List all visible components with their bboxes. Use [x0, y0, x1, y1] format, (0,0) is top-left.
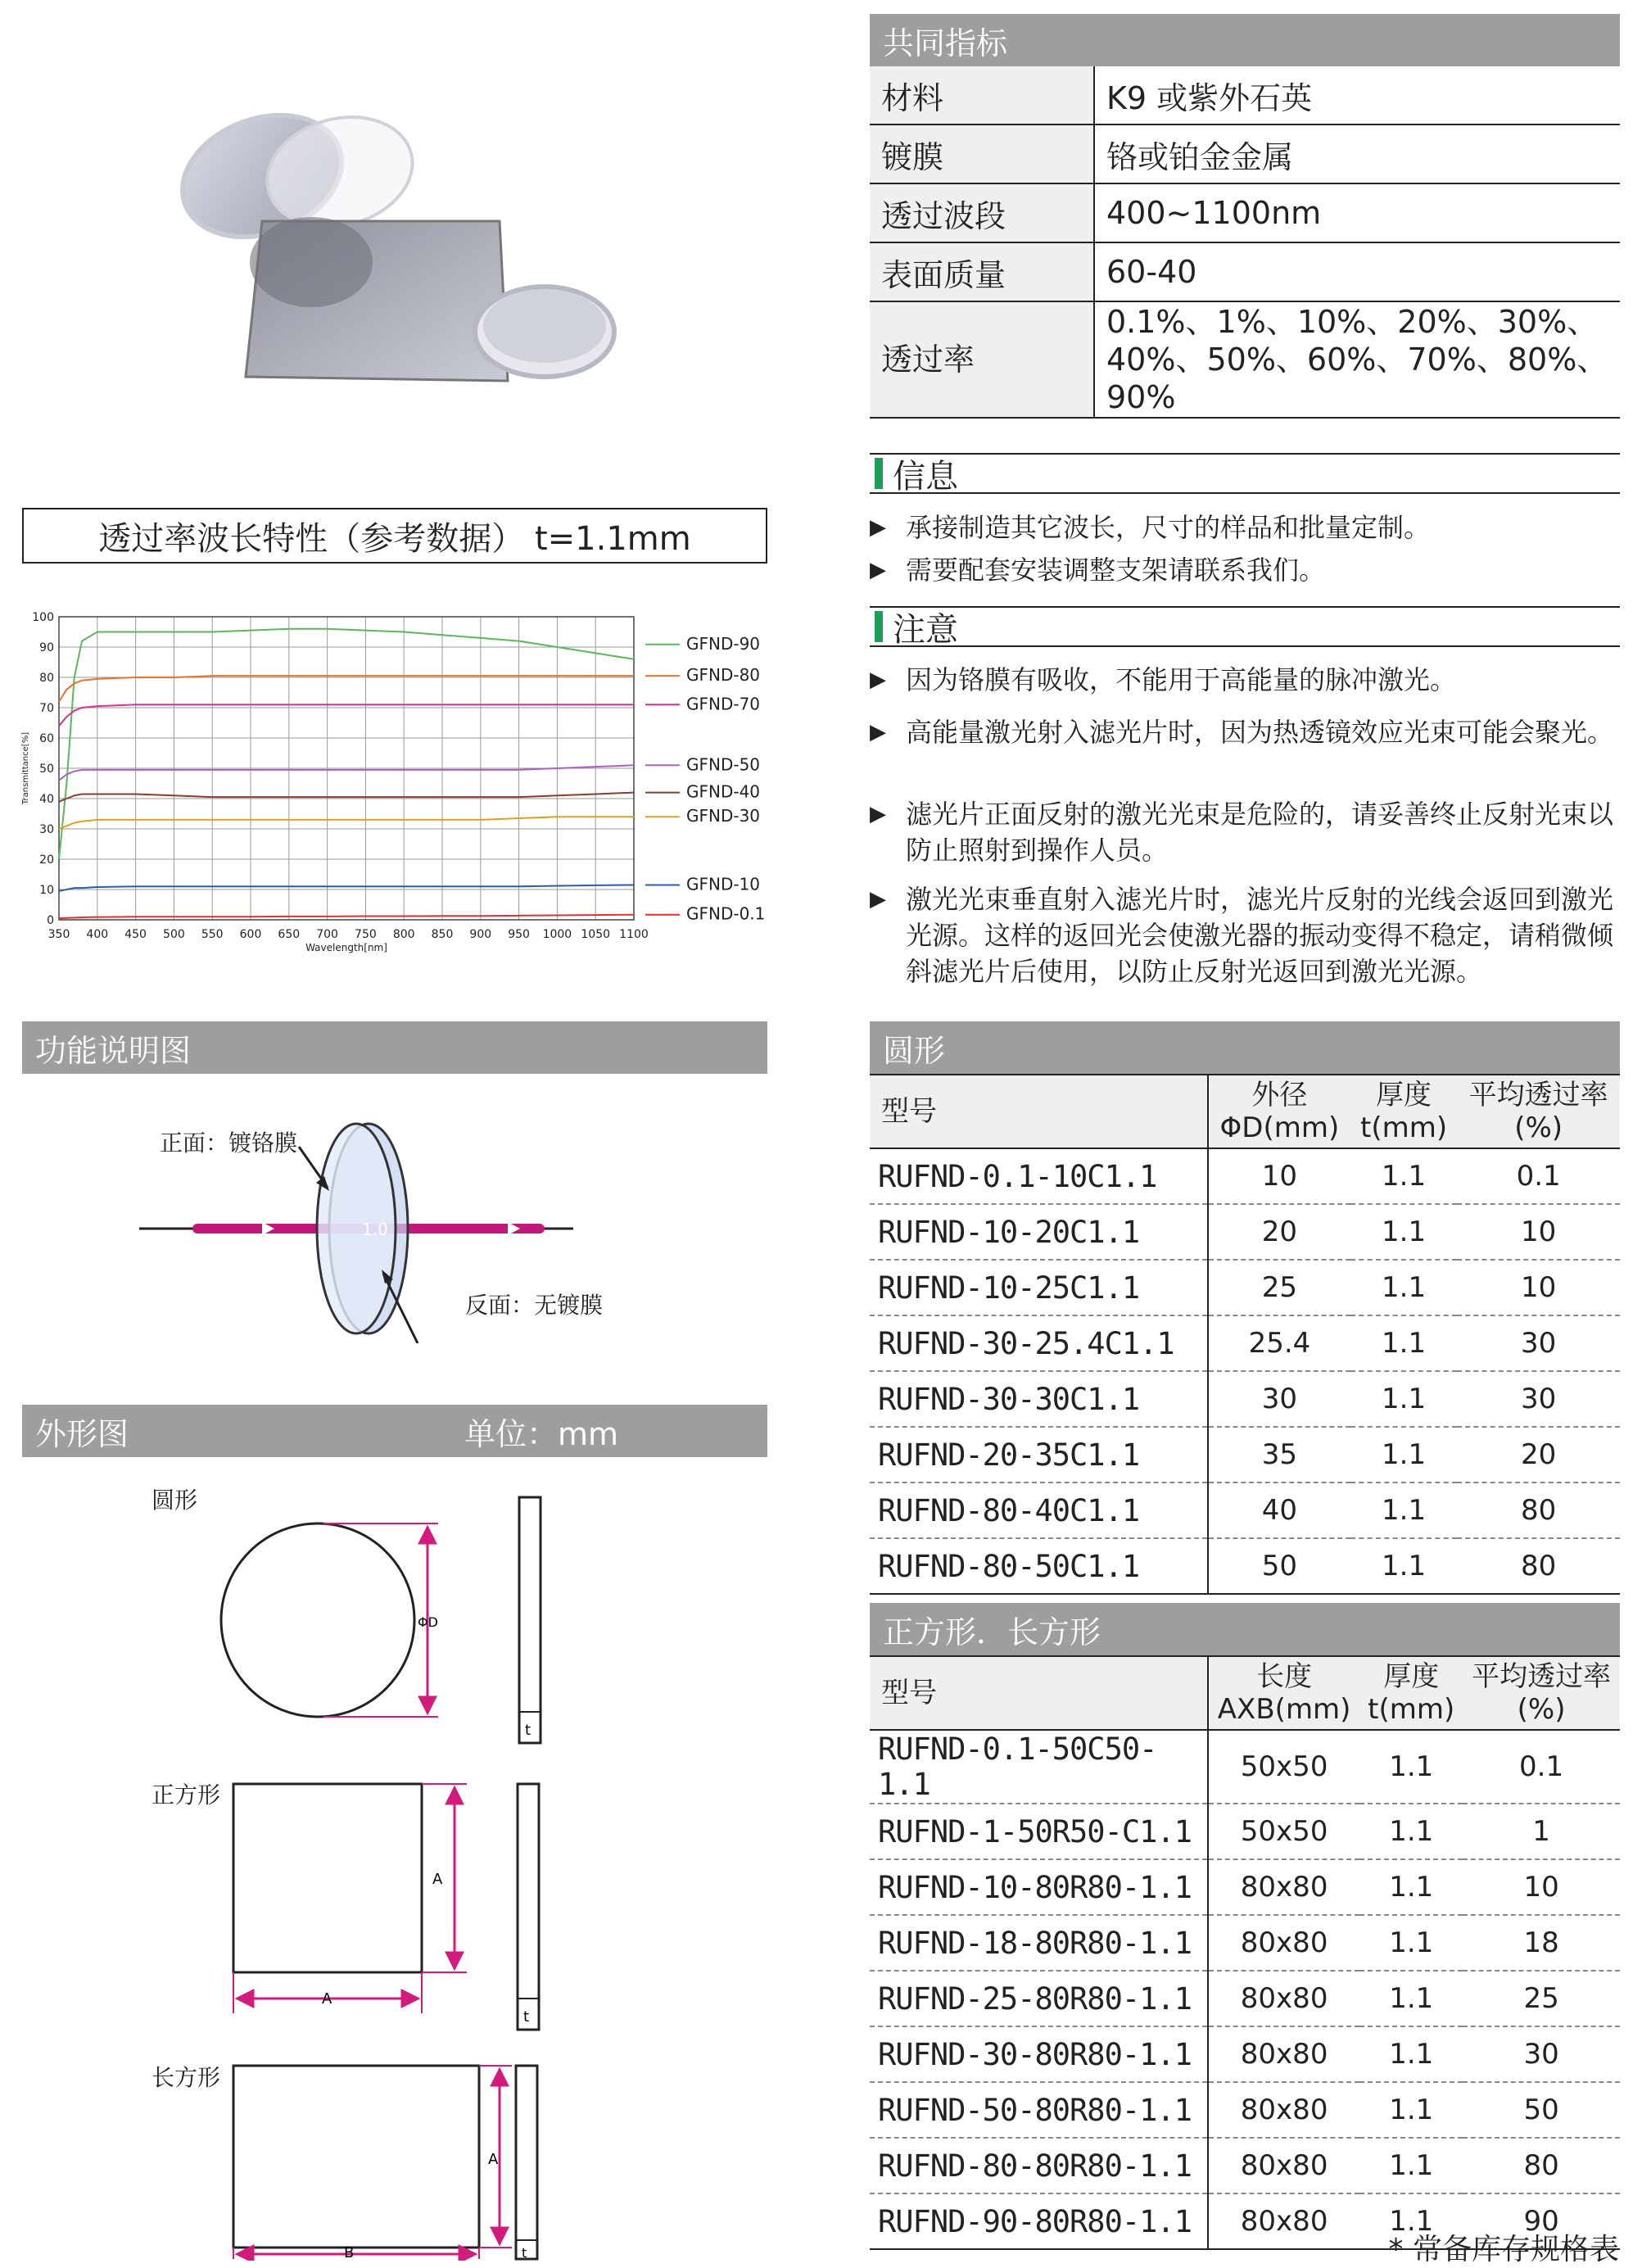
x-tick-label: 550	[201, 928, 224, 941]
spec-value: 400~1100nm	[1094, 183, 1620, 242]
series-line-gfnd-0.1	[59, 915, 634, 918]
size-cell: 50x50	[1208, 1730, 1359, 1804]
back-label: 反面：无镀膜	[465, 1292, 604, 1319]
y-tick-label: 100	[32, 611, 54, 624]
y-axis-label: Transmittance[%]	[21, 731, 30, 805]
x-tick-label: 400	[86, 928, 109, 941]
size-cell: 10	[1208, 1148, 1350, 1204]
y-tick-label: 90	[39, 641, 54, 654]
size-cell: 80x80	[1208, 1915, 1359, 1971]
transmittance-cell: 30	[1457, 1371, 1620, 1427]
table-header-row	[870, 1656, 1620, 1730]
rect-label: 长方形	[152, 2064, 221, 2091]
transmittance-chart	[16, 610, 786, 954]
transmittance-cell: 10	[1463, 1859, 1620, 1915]
legend-label: GFND-0.1	[686, 903, 766, 924]
table-header-row	[870, 1075, 1620, 1148]
thickness-cell: 1.1	[1359, 1971, 1463, 2026]
square-table-header: 正方形．长方形	[870, 1603, 1620, 1655]
legend-label: GFND-50	[686, 754, 761, 775]
round-table	[870, 1074, 1620, 1595]
notes-title: 注意	[893, 610, 958, 649]
x-tick-label: 800	[392, 928, 415, 941]
x-tick-label: 600	[239, 928, 262, 941]
size-cell: 80x80	[1208, 1859, 1359, 1915]
table-row	[870, 1915, 1620, 1971]
x-tick-label: 750	[355, 928, 377, 941]
y-tick-label: 40	[39, 793, 54, 806]
spec-row	[870, 183, 1620, 242]
size-cell: 25.4	[1208, 1315, 1350, 1371]
square-label: 正方形	[152, 1781, 221, 1809]
x-tick-label: 900	[469, 928, 492, 941]
transmittance-cell: 30	[1457, 1315, 1620, 1371]
spec-table	[870, 66, 1620, 419]
y-tick-label: 70	[39, 702, 54, 715]
y-tick-label: 50	[39, 763, 54, 776]
accent-bar	[875, 458, 883, 489]
transmittance-cell: 0.1	[1457, 1148, 1620, 1204]
series-line-gfnd-10	[59, 885, 634, 890]
legend-label: GFND-90	[686, 633, 761, 654]
x-tick-label: 1050	[581, 928, 611, 941]
table-row	[870, 2138, 1620, 2193]
x-tick-label: 950	[508, 928, 530, 941]
spec-header: 共同指标	[870, 14, 1620, 66]
thickness-cell: 1.1	[1359, 1804, 1463, 1859]
round-label: 圆形	[152, 1487, 198, 1514]
size-cell: 50x50	[1208, 1804, 1359, 1859]
note-item: ▶ 高能量激光射入滤光片时，因为热透镜效应光束可能会聚光。	[870, 714, 1623, 750]
y-tick-label: 80	[39, 672, 54, 685]
unit-label: 单位：mm	[464, 1415, 619, 1452]
spec-key: 透过波段	[870, 183, 1094, 242]
notes-header	[870, 606, 1620, 647]
triangle-bullet-icon: ▶	[870, 720, 886, 745]
size-cell: 50	[1208, 1538, 1350, 1594]
model-cell: RUFND-30-80R80-1.1	[870, 2026, 1208, 2082]
legend-label: GFND-30	[686, 806, 761, 826]
note-item: ▶ 滤光片正面反射的激光光束是危险的，请妥善终止反射光束以防止照射到操作人员。	[870, 796, 1623, 868]
transmittance-cell: 50	[1463, 2082, 1620, 2138]
col-transmittance: 平均透过率 (%)	[1463, 1656, 1620, 1730]
table-row	[870, 1260, 1620, 1315]
thickness-cell: 1.1	[1359, 1730, 1463, 1804]
x-tick-label: 650	[278, 928, 301, 941]
spec-value: K9 或紫外石英	[1094, 66, 1620, 124]
thickness-cell: 1.1	[1359, 2193, 1463, 2249]
table-row	[870, 2082, 1620, 2138]
thickness-cell: 1.1	[1359, 2026, 1463, 2082]
model-cell: RUFND-20-35C1.1	[870, 1427, 1208, 1483]
model-cell: RUFND-80-50C1.1	[870, 1538, 1208, 1594]
size-cell: 25	[1208, 1260, 1350, 1315]
function-header: 功能说明图	[22, 1021, 767, 1074]
thickness-cell: 1.1	[1350, 1204, 1457, 1260]
y-tick-label: 0	[47, 914, 54, 927]
col-diameter: 外径 ΦD(mm)	[1208, 1075, 1350, 1148]
model-cell: RUFND-0.1-50C50-1.1	[870, 1730, 1208, 1804]
thickness-cell: 1.1	[1359, 1859, 1463, 1915]
triangle-bullet-icon: ▶	[870, 558, 886, 582]
thickness-cell: 1.1	[1359, 1915, 1463, 1971]
model-cell: RUFND-25-80R80-1.1	[870, 1971, 1208, 2026]
model-cell: RUFND-18-80R80-1.1	[870, 1915, 1208, 1971]
table-row	[870, 1804, 1620, 1859]
model-cell: RUFND-1-50R50-C1.1	[870, 1804, 1208, 1859]
x-tick-label: 850	[431, 928, 454, 941]
size-cell: 80x80	[1208, 2026, 1359, 2082]
series-line-gfnd-30	[59, 817, 634, 829]
thickness-cell: 1.1	[1350, 1148, 1457, 1204]
triangle-bullet-icon: ▶	[870, 515, 886, 540]
note-item: ▶ 激光光束垂直射入滤光片时，滤光片反射的光线会返回到激光光源。这样的返回光会使激光器的振动变得不稳定，请稍微倾斜滤光片后使用，以防止反射光返回到激光光源。	[870, 881, 1623, 989]
transmittance-cell: 10	[1457, 1260, 1620, 1315]
table-row	[870, 1730, 1620, 1804]
transmittance-cell: 80	[1457, 1538, 1620, 1594]
x-axis-label: Wavelength[nm]	[305, 942, 387, 953]
model-cell: RUFND-30-25.4C1.1	[870, 1315, 1208, 1371]
triangle-bullet-icon: ▶	[870, 887, 886, 912]
round-table-header: 圆形	[870, 1021, 1620, 1074]
outline-header	[22, 1405, 767, 1457]
size-cell: 80x80	[1208, 2193, 1359, 2249]
x-tick-label: 350	[47, 928, 70, 941]
outline-drawings	[0, 1466, 819, 2261]
model-cell: RUFND-10-25C1.1	[870, 1260, 1208, 1315]
transmittance-cell: 20	[1457, 1427, 1620, 1483]
table-row	[870, 1971, 1620, 2026]
col-thickness: 厚度 t(mm)	[1350, 1075, 1457, 1148]
spec-row	[870, 242, 1620, 301]
spec-value: 0.1%、1%、10%、20%、30%、40%、50%、60%、70%、80%、90%	[1094, 301, 1620, 418]
size-cell: 80x80	[1208, 2082, 1359, 2138]
table-row	[870, 1148, 1620, 1204]
model-cell: RUFND-10-20C1.1	[870, 1204, 1208, 1260]
thickness-cell: 1.1	[1350, 1427, 1457, 1483]
size-cell: 80x80	[1208, 2138, 1359, 2193]
y-tick-label: 20	[39, 853, 54, 867]
col-thickness: 厚度 t(mm)	[1359, 1656, 1463, 1730]
size-cell: 20	[1208, 1204, 1350, 1260]
y-tick-label: 60	[39, 732, 54, 745]
chart-title: 透过率波长特性（参考数据） t=1.1mm	[22, 508, 767, 564]
series-line-gfnd-80	[59, 676, 634, 701]
thickness-cell: 1.1	[1359, 2082, 1463, 2138]
col-size: 长度 AXB(mm)	[1208, 1656, 1359, 1730]
table-row	[870, 1371, 1620, 1427]
thickness-cell: 1.1	[1359, 2138, 1463, 2193]
size-cell: 35	[1208, 1427, 1350, 1483]
table-row	[870, 2026, 1620, 2082]
info-title: 信息	[893, 457, 958, 496]
note-item: ▶ 因为铬膜有吸收，不能用于高能量的脉冲激光。	[870, 662, 1623, 698]
size-cell: 30	[1208, 1371, 1350, 1427]
table-row	[870, 1483, 1620, 1538]
model-cell: RUFND-10-80R80-1.1	[870, 1859, 1208, 1915]
thickness-cell: 1.1	[1350, 1315, 1457, 1371]
model-cell: RUFND-80-80R80-1.1	[870, 2138, 1208, 2193]
col-model: 型号	[870, 1075, 1208, 1148]
table-row	[870, 1315, 1620, 1371]
thickness-cell: 1.1	[1350, 1260, 1457, 1315]
transmittance-cell: 10	[1457, 1204, 1620, 1260]
triangle-bullet-icon: ▶	[870, 802, 886, 826]
dim-b: B	[344, 2244, 355, 2261]
triangle-bullet-icon: ▶	[870, 668, 886, 692]
y-tick-label: 30	[39, 823, 54, 836]
info-item: ▶ 需要配套安装调整支架请联系我们。	[870, 552, 1623, 588]
x-tick-label: 1000	[542, 928, 572, 941]
spec-key: 镀膜	[870, 124, 1094, 183]
x-tick-label: 700	[316, 928, 338, 941]
dim-a: A	[432, 1871, 443, 1888]
series-line-gfnd-50	[59, 765, 634, 781]
spec-row	[870, 66, 1620, 124]
thickness-cell: 1.1	[1350, 1371, 1457, 1427]
spec-row	[870, 301, 1620, 418]
x-tick-label: 1100	[619, 928, 649, 941]
size-cell: 40	[1208, 1483, 1350, 1538]
thickness-cell: 1.1	[1350, 1483, 1457, 1538]
legend-label: GFND-80	[686, 665, 761, 686]
spec-key: 材料	[870, 66, 1094, 124]
transmittance-cell: 25	[1463, 1971, 1620, 2026]
info-header	[870, 453, 1620, 494]
transmittance-cell: 30	[1463, 2026, 1620, 2082]
table-row	[870, 1204, 1620, 1260]
legend-label: GFND-70	[686, 694, 761, 714]
table-row	[870, 1859, 1620, 1915]
spec-value: 60-40	[1094, 242, 1620, 301]
spec-key: 表面质量	[870, 242, 1094, 301]
dim-a: A	[322, 1990, 332, 2008]
transmittance-cell: 80	[1457, 1483, 1620, 1538]
square-table	[870, 1655, 1620, 2250]
transmittance-cell: 18	[1463, 1915, 1620, 1971]
x-tick-label: 500	[163, 928, 185, 941]
table-row	[870, 1538, 1620, 1594]
model-cell: RUFND-0.1-10C1.1	[870, 1148, 1208, 1204]
y-tick-label: 10	[39, 884, 54, 897]
series-line-gfnd-90	[59, 629, 634, 859]
model-cell: RUFND-30-30C1.1	[870, 1371, 1208, 1427]
dim-t: t	[525, 1722, 532, 1739]
product-photo	[164, 98, 622, 401]
col-transmittance: 平均透过率 (%)	[1457, 1075, 1620, 1148]
model-cell: RUFND-80-40C1.1	[870, 1483, 1208, 1538]
transmittance-cell: 0.1	[1463, 1730, 1620, 1804]
accent-bar	[875, 611, 883, 642]
col-model: 型号	[870, 1656, 1208, 1730]
spec-row	[870, 124, 1620, 183]
lens-text: 1.0	[362, 1220, 388, 1239]
table-row	[870, 1427, 1620, 1483]
outline-title: 外形图	[35, 1415, 129, 1452]
spec-value: 铬或铂金金属	[1094, 124, 1620, 183]
transmittance-cell: 1	[1463, 1804, 1620, 1859]
transmittance-cell: 80	[1463, 2138, 1620, 2193]
spec-key: 透过率	[870, 301, 1094, 418]
front-label: 正面：镀铬膜	[160, 1129, 298, 1157]
model-cell: RUFND-50-80R80-1.1	[870, 2082, 1208, 2138]
transmittance-cell: 90	[1463, 2193, 1620, 2249]
dim-t: t	[523, 2008, 530, 2026]
info-item: ▶ 承接制造其它波长，尺寸的样品和批量定制。	[870, 509, 1623, 545]
model-cell: RUFND-90-80R80-1.1	[870, 2193, 1208, 2249]
legend-label: GFND-10	[686, 874, 761, 894]
dim-phi: ΦD	[418, 1614, 438, 1630]
footnote: * 常备库存规格表	[1388, 2233, 1619, 2266]
size-cell: 80x80	[1208, 1971, 1359, 2026]
thickness-cell: 1.1	[1350, 1538, 1457, 1594]
dim-a: A	[488, 2151, 499, 2168]
x-tick-label: 450	[124, 928, 147, 941]
legend-label: GFND-40	[686, 781, 761, 802]
series-line-gfnd-40	[59, 793, 634, 802]
dim-t: t	[522, 2245, 527, 2261]
